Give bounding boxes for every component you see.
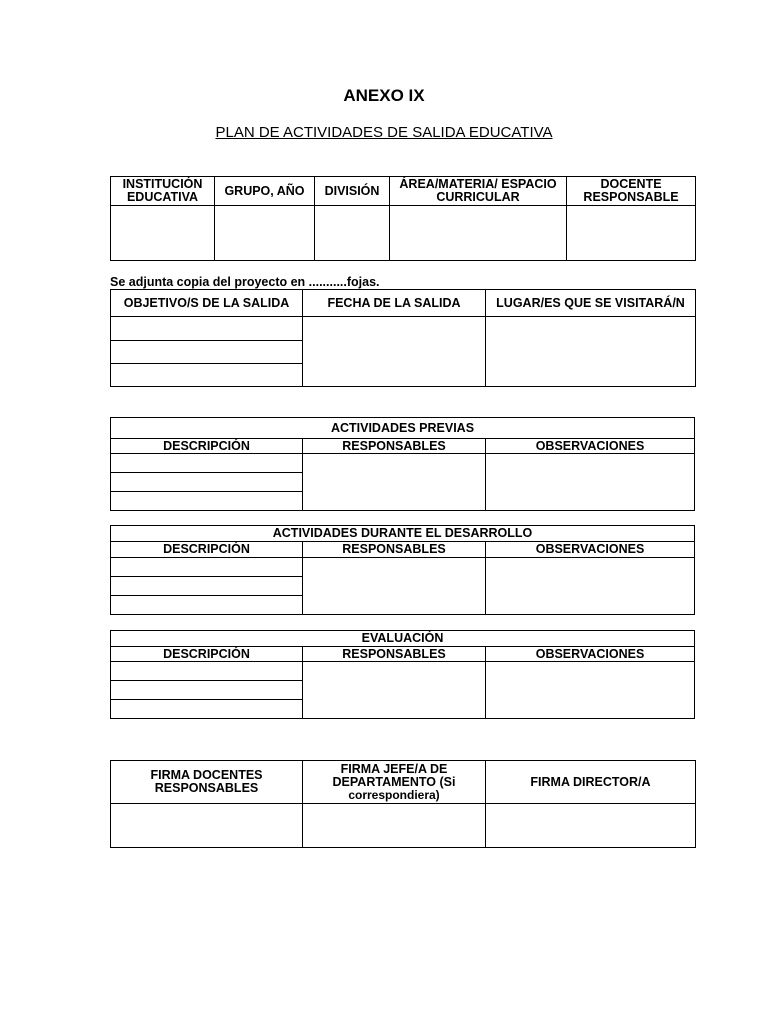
cell-grupo-ano[interactable]: [215, 206, 315, 261]
cell-descripcion-2[interactable]: [111, 473, 303, 492]
cell-descripcion-3[interactable]: [111, 700, 303, 719]
document-subtitle: PLAN DE ACTIVIDADES DE SALIDA EDUCATIVA: [215, 124, 553, 141]
cell-objetivo-2[interactable]: [111, 341, 303, 364]
cell-docente[interactable]: [567, 206, 696, 261]
cell-objetivo-1[interactable]: [111, 317, 303, 341]
header-observaciones: OBSERVACIONES: [486, 647, 695, 662]
section-evaluacion: [110, 630, 695, 719]
header-observaciones: OBSERVACIONES: [486, 439, 695, 454]
cell-descripcion-1[interactable]: [111, 662, 303, 681]
header-division: DIVISIÓN: [315, 177, 390, 206]
header-firma-jefe: [303, 761, 486, 804]
header-firma-director: FIRMA DIRECTOR/A: [486, 761, 696, 804]
cell-observaciones[interactable]: [486, 454, 695, 511]
cell-descripcion-3[interactable]: [111, 596, 303, 615]
cell-observaciones[interactable]: [486, 558, 695, 615]
signatures-table: [110, 760, 696, 848]
attachment-note: Se adjunta copia del proyecto en ...........fojas.: [110, 275, 380, 289]
section-title: EVALUACIÓN: [111, 631, 695, 647]
header-fecha: FECHA DE LA SALIDA: [303, 290, 486, 317]
cell-descripcion-2[interactable]: [111, 577, 303, 596]
cell-firma-docentes[interactable]: [111, 804, 303, 848]
cell-descripcion-1[interactable]: [111, 558, 303, 577]
firma-jefe-extra: correspondiera): [348, 787, 440, 802]
cell-lugares[interactable]: [486, 317, 696, 387]
section-actividades-desarrollo: [110, 525, 695, 615]
section-title: ACTIVIDADES DURANTE EL DESARROLLO: [111, 526, 695, 542]
header-descripcion: DESCRIPCIÓN: [111, 542, 303, 558]
cell-responsables[interactable]: [303, 558, 486, 615]
header-lugares: LUGAR/ES QUE SE VISITARÁ/N: [486, 290, 696, 317]
cell-responsables[interactable]: [303, 662, 486, 719]
header-firma-docentes: FIRMA DOCENTES RESPONSABLES: [111, 761, 303, 804]
header-area-materia: ÁREA/MATERIA/ ESPACIO CURRICULAR: [390, 177, 567, 206]
document-title: ANEXO IX: [343, 86, 425, 105]
section-title: ACTIVIDADES PREVIAS: [111, 418, 695, 439]
cell-division[interactable]: [315, 206, 390, 261]
header-institucion: INSTITUCIÓN EDUCATIVA: [111, 177, 215, 206]
firma-jefe-label: FIRMA JEFE/A DE DEPARTAMENTO (Si: [332, 761, 456, 789]
objectives-table: [110, 289, 696, 387]
cell-descripcion-3[interactable]: [111, 492, 303, 511]
cell-firma-director[interactable]: [486, 804, 696, 848]
header-descripcion: DESCRIPCIÓN: [111, 439, 303, 454]
cell-responsables[interactable]: [303, 454, 486, 511]
cell-fecha[interactable]: [303, 317, 486, 387]
cell-observaciones[interactable]: [486, 662, 695, 719]
header-descripcion: DESCRIPCIÓN: [111, 647, 303, 662]
section-actividades-previas: [110, 417, 695, 511]
header-responsables: RESPONSABLES: [303, 647, 486, 662]
cell-firma-jefe[interactable]: [303, 804, 486, 848]
cell-descripcion-1[interactable]: [111, 454, 303, 473]
cell-descripcion-2[interactable]: [111, 681, 303, 700]
header-responsables: RESPONSABLES: [303, 439, 486, 454]
cell-institucion[interactable]: [111, 206, 215, 261]
institution-table: [110, 176, 696, 261]
header-responsables: RESPONSABLES: [303, 542, 486, 558]
cell-objetivo-3[interactable]: [111, 364, 303, 387]
cell-area-materia[interactable]: [390, 206, 567, 261]
header-grupo-ano: GRUPO, AÑO: [215, 177, 315, 206]
header-observaciones: OBSERVACIONES: [486, 542, 695, 558]
header-objetivos: OBJETIVO/S DE LA SALIDA: [111, 290, 303, 317]
header-docente: DOCENTE RESPONSABLE: [567, 177, 696, 206]
